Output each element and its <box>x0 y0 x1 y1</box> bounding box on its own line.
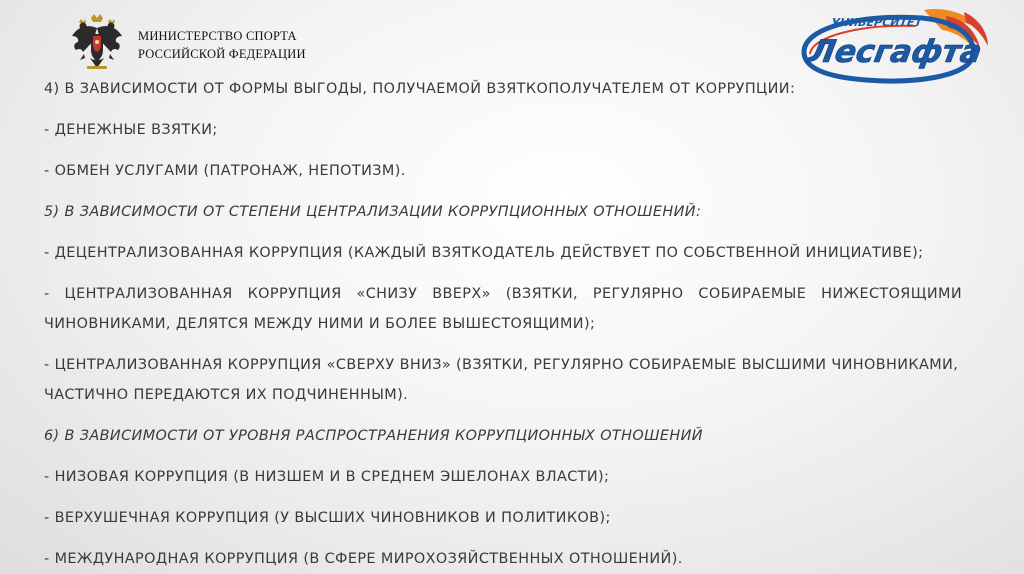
section-6-heading: 6) В ЗАВИСИМОСТИ ОТ УРОВНЯ РАСПРОСТРАНЕНИЯ КОРРУПЦИОННЫХ ОТНОШЕНИЙ <box>44 428 703 444</box>
list-item-international: - МЕЖДУНАРОДНАЯ КОРРУПЦИЯ (В СФЕРЕ МИРОХОЗЯЙСТВЕННЫХ ОТНОШЕНИЙ). <box>44 551 683 567</box>
ministry-name <box>138 27 306 63</box>
list-item-grassroots: - НИЗОВАЯ КОРРУПЦИЯ (В НИЗШЕМ И В СРЕДНЕМ ЭШЕЛОНАХ ВЛАСТИ); <box>44 469 610 485</box>
lesgaft-university-logo <box>796 4 992 84</box>
section-5-heading: 5) В ЗАВИСИМОСТИ ОТ СТЕПЕНИ ЦЕНТРАЛИЗАЦИИ КОРРУПЦИОННЫХ ОТНОШЕНИЙ: <box>44 204 702 220</box>
list-item-decentralized: - ДЕЦЕНТРАЛИЗОВАННАЯ КОРРУПЦИЯ (КАЖДЫЙ ВЗЯТКОДАТЕЛЬ ДЕЙСТВУЕТ ПО СОБСТВЕННОЙ ИНИЦИАТИВЕ); <box>44 245 924 261</box>
list-item-top-down-line2: ЧАСТИЧНО ПЕРЕДАЮТСЯ ИХ ПОДЧИНЕННЫМ). <box>44 387 409 403</box>
section-4-heading: 4) В ЗАВИСИМОСТИ ОТ ФОРМЫ ВЫГОДЫ, ПОЛУЧАЕМОЙ ВЗЯТКОПОЛУЧАТЕЛЕМ ОТ КОРРУПЦИИ: <box>44 81 796 97</box>
slide-header <box>0 0 1024 80</box>
list-item-cash-bribes: - ДЕНЕЖНЫЕ ВЗЯТКИ; <box>44 122 218 138</box>
list-item-bottom-up-line1: - ЦЕНТРАЛИЗОВАННАЯ КОРРУПЦИЯ «СНИЗУ ВВЕРХ» (ВЗЯТКИ, РЕГУЛЯРНО СОБИРАЕМЫЕ НИЖЕСТОЯЩИМИ <box>44 286 962 302</box>
ministry-name-line1: МИНИСТЕРСТВО СПОРТА <box>138 29 297 43</box>
double-headed-eagle-emblem-icon <box>70 12 124 74</box>
list-item-bottom-up-line2: ЧИНОВНИКАМИ, ДЕЛЯТСЯ МЕЖДУ НИМИ И БОЛЕЕ ВЫШЕСТОЯЩИМИ); <box>44 316 596 332</box>
slide-content <box>44 74 962 574</box>
logo-main-text: Лесгафта <box>806 34 985 70</box>
list-item-bottom-up <box>44 279 962 339</box>
list-item-top-level: - ВЕРХУШЕЧНАЯ КОРРУПЦИЯ (У ВЫСШИХ ЧИНОВНИКОВ И ПОЛИТИКОВ); <box>44 510 611 526</box>
ministry-name-line2: РОССИЙСКОЙ ФЕДЕРАЦИИ <box>138 47 306 61</box>
list-item-top-down <box>44 350 962 410</box>
list-item-services-exchange: - ОБМЕН УСЛУГАМИ (ПАТРОНАЖ, НЕПОТИЗМ). <box>44 163 406 179</box>
list-item-top-down-line1: - ЦЕНТРАЛИЗОВАННАЯ КОРРУПЦИЯ «СВЕРХУ ВНИЗ» (ВЗЯТКИ, РЕГУЛЯРНО СОБИРАЕМЫЕ ВЫСШИМИ ЧИНОВНИКАМИ, <box>44 357 959 373</box>
logo-small-text: УНИВЕРСИТЕТ <box>830 16 923 29</box>
